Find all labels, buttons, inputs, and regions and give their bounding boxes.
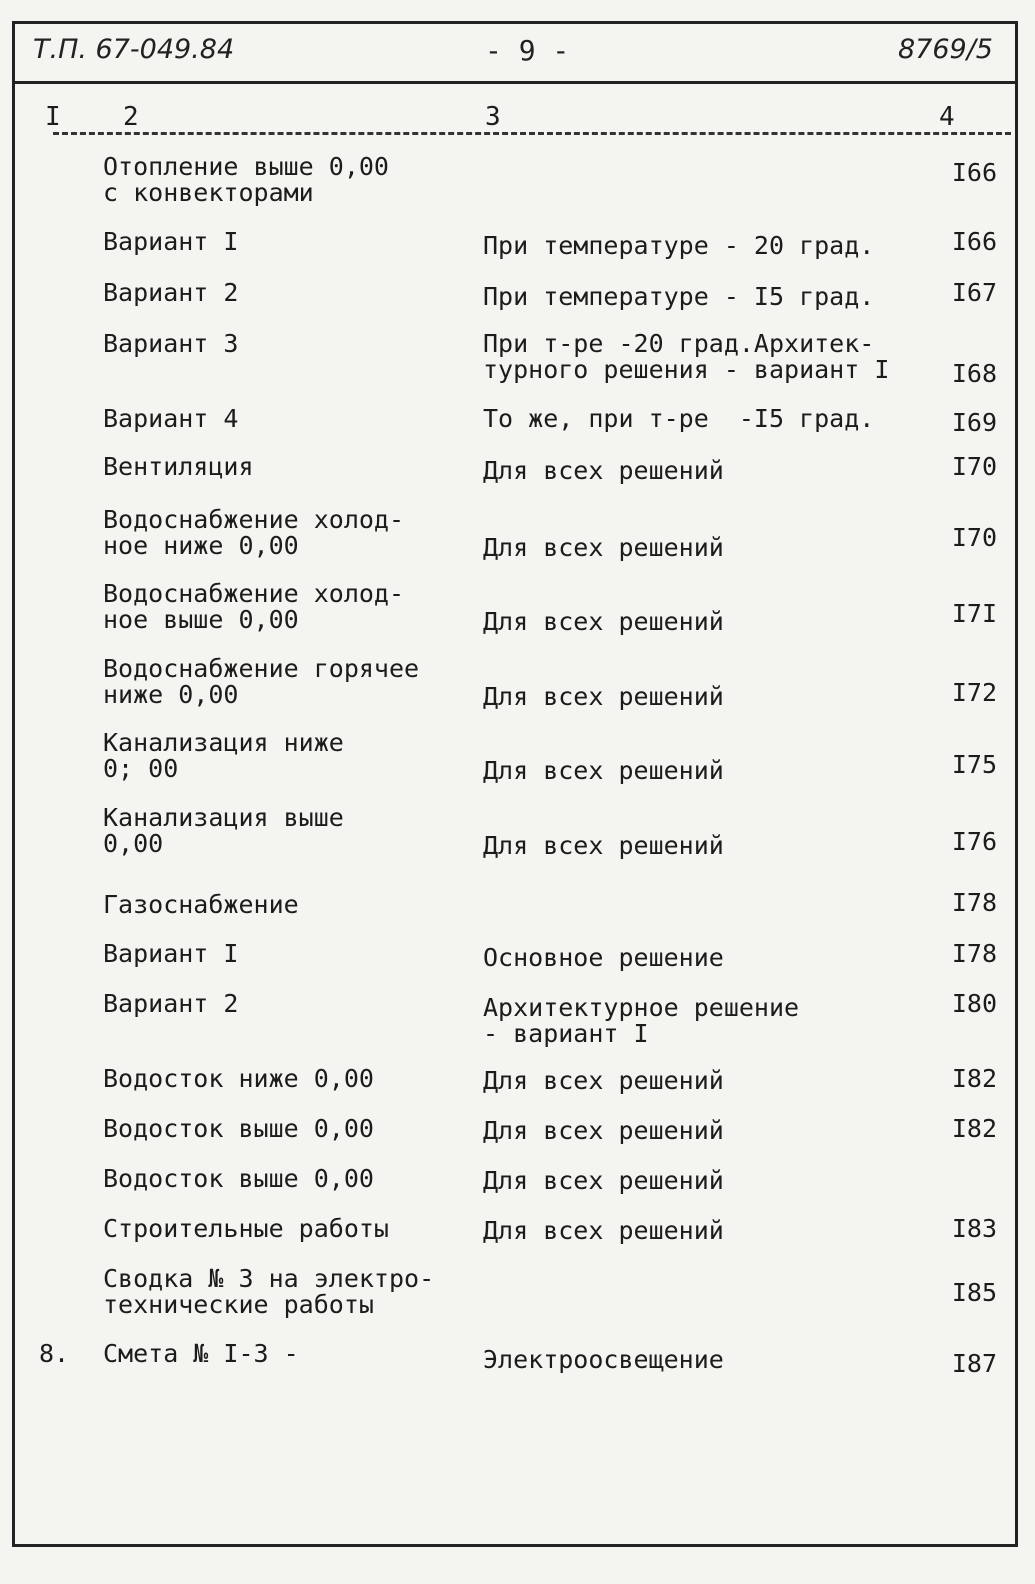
row-description: Электроосвещение	[483, 1345, 724, 1374]
row-title: Вариант 2	[103, 278, 239, 307]
column-number-4: 4	[939, 102, 955, 132]
section-number: 8.	[39, 1339, 70, 1368]
row-page: I70	[951, 523, 997, 552]
row-description: При температуре - 20 град.	[483, 231, 875, 260]
row-title: Вариант 4	[103, 404, 239, 433]
row-page: I70	[951, 452, 997, 481]
document-sheet	[12, 21, 1018, 1547]
row-title: Вариант 3	[103, 329, 239, 358]
row-description: Для всех решений	[483, 682, 724, 711]
page-number: - 9 -	[485, 34, 570, 67]
row-title: Вариант I	[103, 227, 239, 256]
row-title: Водоснабжение холод- ное выше 0,00	[103, 579, 405, 634]
row-description: При т-ре -20 град.Архитек- турного решения - вариант I	[483, 329, 890, 384]
row-title: Сводка № 3 на электро- технические работы	[103, 1264, 435, 1319]
row-page: I85	[951, 1278, 997, 1307]
row-description: Для всех решений	[483, 1116, 724, 1145]
column-number-1: I	[45, 102, 61, 132]
row-description: Для всех решений	[483, 831, 724, 860]
row-page: I7I	[951, 599, 997, 628]
row-page: I83	[951, 1214, 997, 1243]
column-number-3: 3	[485, 102, 501, 132]
row-title: Канализация выше 0,00	[103, 803, 344, 858]
row-page: I72	[951, 678, 997, 707]
row-page: I67	[951, 278, 997, 307]
row-title: Водоснабжение горячее ниже 0,00	[103, 654, 420, 709]
row-title: Канализация ниже 0; 00	[103, 728, 344, 783]
row-page: I66	[951, 227, 997, 256]
document-code: Т.П. 67-049.84	[33, 34, 235, 65]
row-title: Вариант I	[103, 939, 239, 968]
row-description: При температуре - I5 град.	[483, 282, 875, 311]
column-numbers	[15, 102, 1015, 142]
row-description: Для всех решений	[483, 1066, 724, 1095]
row-description: То же, при т-ре -I5 град.	[483, 404, 875, 433]
row-description: Для всех решений	[483, 756, 724, 785]
row-description: Для всех решений	[483, 607, 724, 636]
row-title: Водоснабжение холод- ное ниже 0,00	[103, 505, 405, 560]
row-page: I66	[951, 158, 997, 187]
row-page: I76	[951, 827, 997, 856]
row-title: Водосток выше 0,00	[103, 1164, 374, 1193]
row-title: Водосток выше 0,00	[103, 1114, 374, 1143]
row-description: Для всех решений	[483, 1216, 724, 1245]
row-page: I78	[951, 888, 997, 917]
row-title: Вентиляция	[103, 452, 254, 481]
row-page: I68	[951, 359, 997, 388]
column-header-dashed-rule	[53, 132, 1011, 135]
row-description: Архитектурное решение - вариант I	[483, 993, 800, 1048]
row-description: Для всех решений	[483, 533, 724, 562]
row-title: Газоснабжение	[103, 890, 299, 919]
row-page: I87	[951, 1349, 997, 1378]
row-page: I78	[951, 939, 997, 968]
row-description: Для всех решений	[483, 1166, 724, 1195]
row-page: I80	[951, 989, 997, 1018]
column-number-2: 2	[123, 102, 139, 132]
row-title: Водосток ниже 0,00	[103, 1064, 374, 1093]
header-divider	[15, 81, 1015, 84]
row-title: Вариант 2	[103, 989, 239, 1018]
row-title: Отопление выше 0,00 с конвекторами	[103, 152, 389, 207]
row-page: I82	[951, 1114, 997, 1143]
row-page: I75	[951, 750, 997, 779]
archive-number: 8769/5	[898, 34, 993, 65]
row-title: Строительные работы	[103, 1214, 389, 1243]
row-page: I69	[951, 408, 997, 437]
row-description: Основное решение	[483, 943, 724, 972]
row-description: Для всех решений	[483, 456, 724, 485]
row-title: Смета № I-3 -	[103, 1339, 299, 1368]
row-page: I82	[951, 1064, 997, 1093]
